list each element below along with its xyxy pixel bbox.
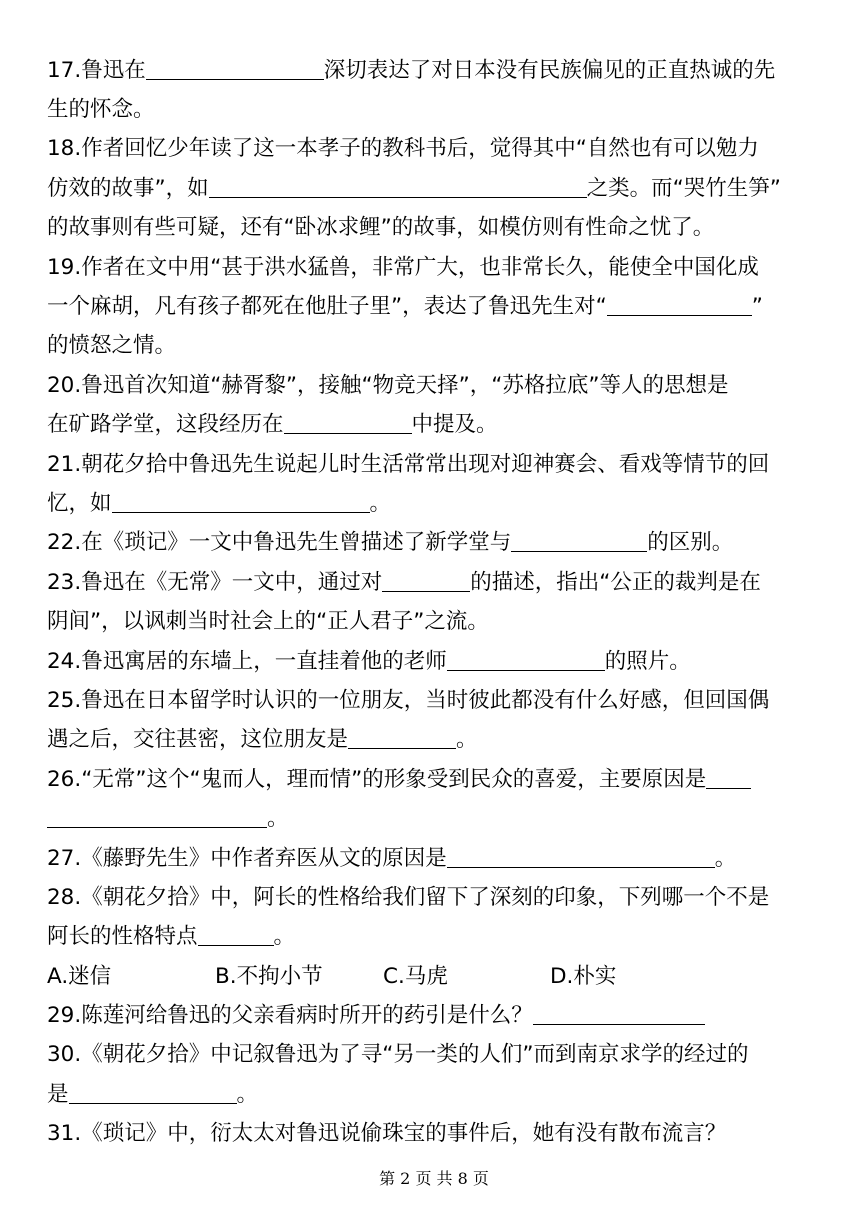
answer-blank[interactable]: [706, 766, 751, 789]
answer-blank[interactable]: [607, 293, 752, 316]
q20-line-2: 在矿路学堂，这段经历在 中提及。: [47, 412, 498, 437]
answer-blank-continued[interactable]: [47, 805, 267, 828]
q26-line-1: 26.“无常”这个“鬼而人，理而情”的形象受到民众的喜爱，主要原因是: [47, 765, 751, 795]
q26-line-2: 。: [47, 804, 289, 834]
answer-blank[interactable]: [112, 490, 370, 513]
q17-line-2: 生的怀念。: [47, 97, 155, 122]
q31-line-1: 31.《琐记》中，衍太太对鲁迅说偷珠宝的事件后，她有没有散布流言？: [47, 1121, 727, 1146]
answer-blank[interactable]: [447, 845, 715, 868]
q21-line-2: 忆，如 。: [47, 491, 392, 516]
q28-line-2: 阿长的性格特点 。: [47, 924, 296, 949]
q25-line-1: 25.鲁迅在日本留学时认识的一位朋友，当时彼此都没有什么好感，但回国偶: [47, 688, 770, 713]
answer-blank[interactable]: [447, 648, 605, 671]
page-footer: 第 2 页 共 8 页: [379, 1169, 489, 1188]
answer-blank[interactable]: [533, 1002, 705, 1025]
answer-blank[interactable]: [382, 569, 470, 592]
answer-blank[interactable]: [511, 529, 647, 552]
q20-line-1: 20.鲁迅首次知道“赫胥黎”，接触“物竞天择”，“苏格拉底”等人的思想是: [47, 373, 729, 398]
q21-line-1: 21.朝花夕拾中鲁迅先生说起儿时生活常常出现对迎神赛会、看戏等情节的回: [47, 452, 770, 477]
q30-line-1: 30.《朝花夕拾》中记叙鲁迅为了寻“另一类的人们”而到南京求学的经过的: [47, 1042, 749, 1067]
q22-line-1: 22.在《琐记》一文中鲁迅先生曾描述了新学堂与 的区别。: [47, 530, 734, 555]
q25-line-2: 遇之后，交往甚密，这位朋友是 。: [47, 727, 478, 752]
option-d[interactable]: D.朴实: [550, 964, 617, 989]
q19-line-1: 19.作者在文中用“甚于洪水猛兽，非常广大，也非常长久，能使全中国化成: [47, 255, 759, 280]
answer-blank[interactable]: [198, 923, 274, 946]
answer-blank[interactable]: [348, 726, 456, 749]
answer-blank[interactable]: [69, 1081, 237, 1104]
q24-line-1: 24.鲁迅寓居的东墙上，一直挂着他的老师 的照片。: [47, 649, 691, 674]
answer-blank[interactable]: [284, 411, 412, 434]
answer-blank[interactable]: [209, 175, 587, 198]
q28-line-1: 28.《朝花夕拾》中，阿长的性格给我们留下了深刻的印象，下列哪一个不是: [47, 885, 770, 910]
q29-line-1: 29.陈莲河给鲁迅的父亲看病时所开的药引是什么？: [47, 1001, 705, 1031]
q18-line-3: 的故事则有些可疑，还有“卧冰求鲤”的故事，如模仿则有性命之忧了。: [47, 215, 715, 240]
option-c[interactable]: C.马虎: [383, 964, 448, 989]
q19-line-2: 一个麻胡，凡有孩子都死在他肚子里”，表达了鲁迅先生对“ ”: [47, 294, 763, 319]
option-b[interactable]: B.不拘小节: [215, 964, 323, 989]
q28-options: [47, 962, 747, 992]
q18-line-1: 18.作者回忆少年读了这一本孝子的教科书后，觉得其中“自然也有可以勉力: [47, 136, 759, 161]
q23-line-1: 23.鲁迅在《无常》一文中，通过对 的描述，指出“公正的裁判是在: [47, 570, 761, 595]
q19-line-3: 的愤怒之情。: [47, 333, 177, 358]
q27-line-1: 27.《藤野先生》中作者弃医从文的原因是 。: [47, 846, 737, 871]
q17-line-1: 17.鲁迅在 深切表达了对日本没有民族偏见的正直热诚的先: [47, 58, 776, 83]
q23-line-2: 阴间”，以讽刺当时社会上的“正人君子”之流。: [47, 609, 489, 634]
q18-line-2: 仿效的故事”，如 之类。而“哭竹生笋”: [47, 176, 781, 201]
q30-line-2: 是 。: [47, 1082, 259, 1107]
answer-blank[interactable]: [146, 57, 324, 80]
option-a[interactable]: A.迷信: [47, 964, 112, 989]
